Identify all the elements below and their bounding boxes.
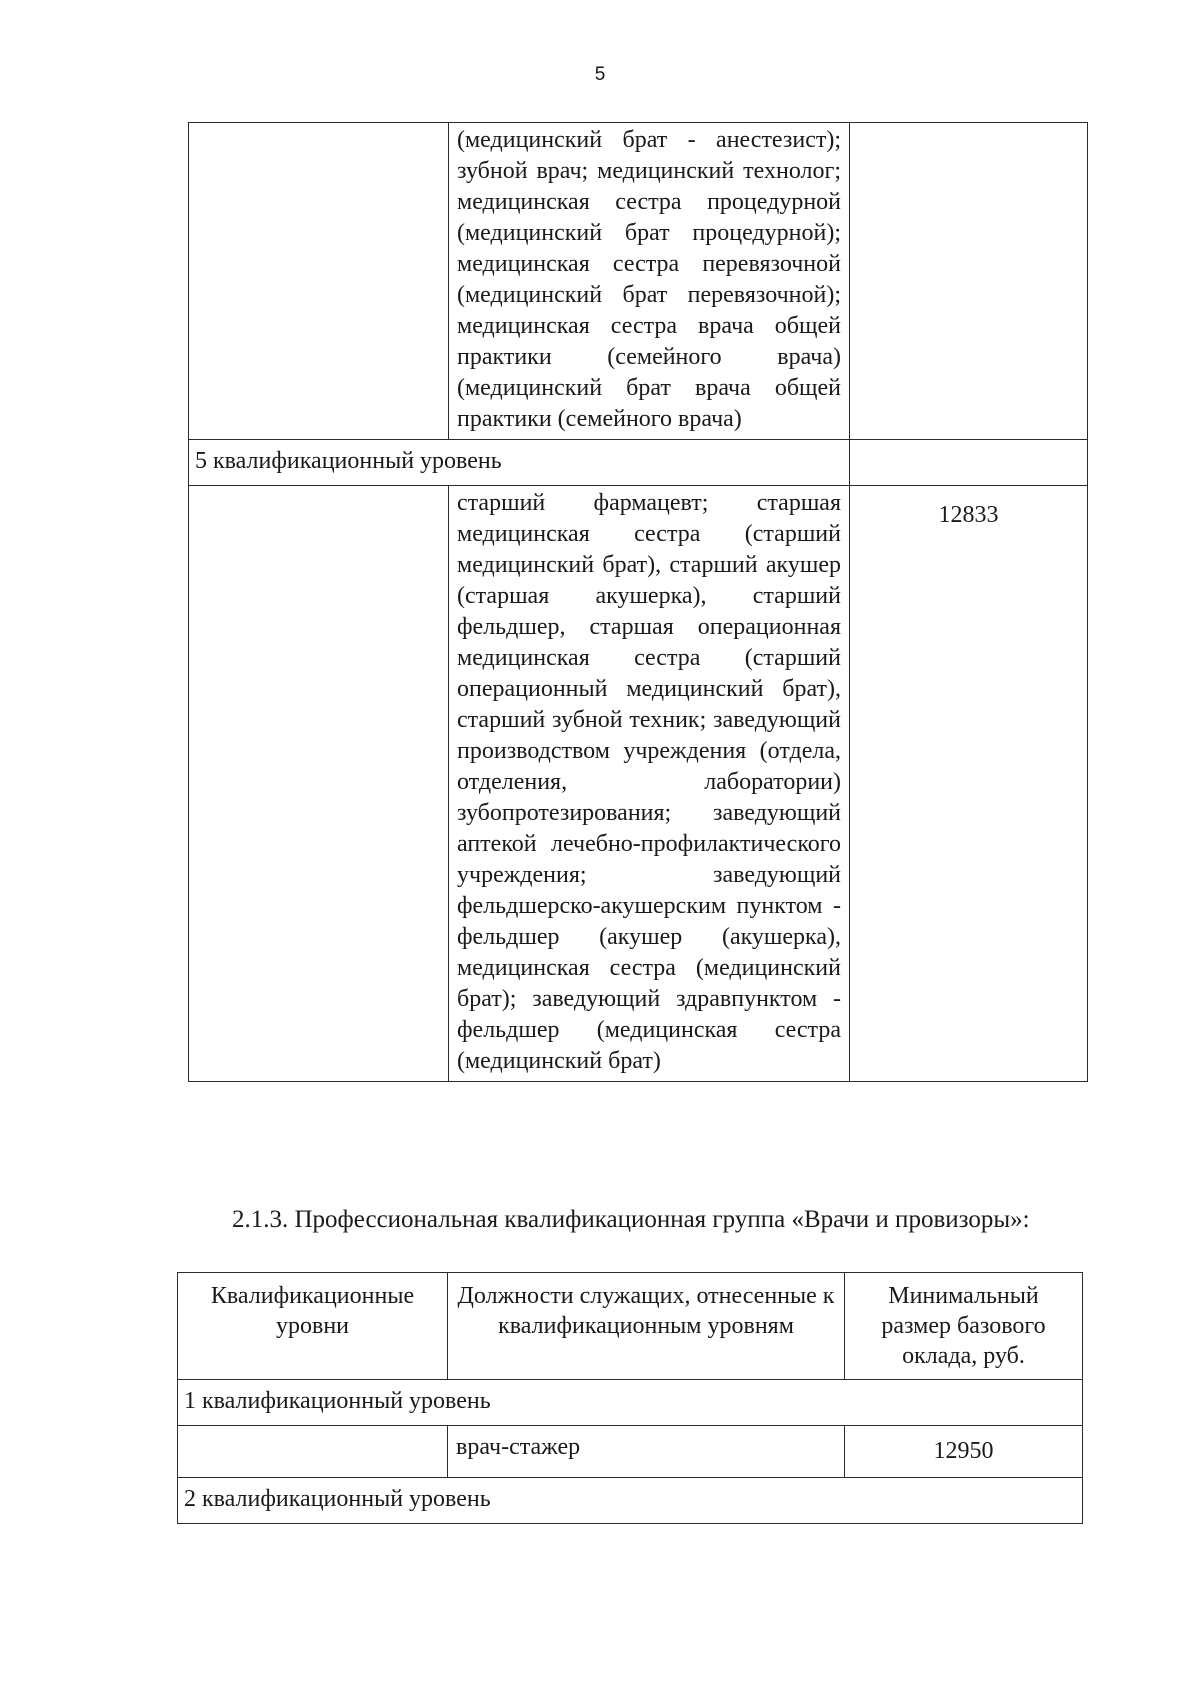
page-number: 5 (594, 64, 606, 85)
header-levels: Квалификационные уровни (178, 1273, 448, 1380)
salary-cell: 12833 (850, 486, 1088, 1082)
level-row (178, 1478, 1083, 1524)
salary-cell-empty (850, 440, 1088, 486)
level-label: 1 квалификационный уровень (178, 1380, 1083, 1426)
section-heading: 2.1.3. Профессиональная квалификационная группа «Врачи и провизоры»: (232, 1206, 1030, 1233)
level-cell-empty (189, 123, 449, 440)
salary-cell: 12950 (845, 1426, 1083, 1478)
level-cell-empty (178, 1426, 448, 1478)
level-row (178, 1380, 1083, 1426)
table-doctors (177, 1272, 1083, 1524)
positions-cell: (медицинский брат - анестезист); зубной врач; медицинский технолог; медицинская сестра процедурной (медицинский брат процедурной); медицинская сестра перевязочной (медицинский брат перевязочной); медицинская сестра врача общей практики (семейного врача) (медицинский брат врача общей практики (семейного врача) (449, 123, 850, 440)
level-row (189, 440, 1088, 486)
table-continued (188, 122, 1088, 1082)
table-row (178, 1426, 1083, 1478)
table-row (189, 123, 1088, 440)
positions-cell: врач-стажер (448, 1426, 845, 1478)
level-label: 5 квалификационный уровень (189, 440, 850, 486)
salary-cell (850, 123, 1088, 440)
table-row (189, 486, 1088, 1082)
header-salary: Минимальный размер базового оклада, руб. (845, 1273, 1083, 1380)
level-cell-empty (189, 486, 449, 1082)
header-row (178, 1273, 1083, 1380)
header-positions: Должности служащих, отнесенные к квалификационным уровням (448, 1273, 845, 1380)
level-label: 2 квалификационный уровень (178, 1478, 1083, 1524)
positions-cell: старший фармацевт; старшая медицинская сестра (старший медицинский брат), старший акушер (старшая акушерка), старший фельдшер, старшая операционная медицинская сестра (старший операционный медицинский брат), старший зубной техник; заведующий производством учреждения (отдела, отделения, лаборатории) зубопротезирования; заведующий аптекой лечебно-профилактического учреждения; заведующий фельдшерско-акушерским пунктом - фельдшер (акушер (акушерка), медицинская сестра (медицинский брат); заведующий здравпунктом - фельдшер (медицинская сестра (медицинский брат) (449, 486, 850, 1082)
